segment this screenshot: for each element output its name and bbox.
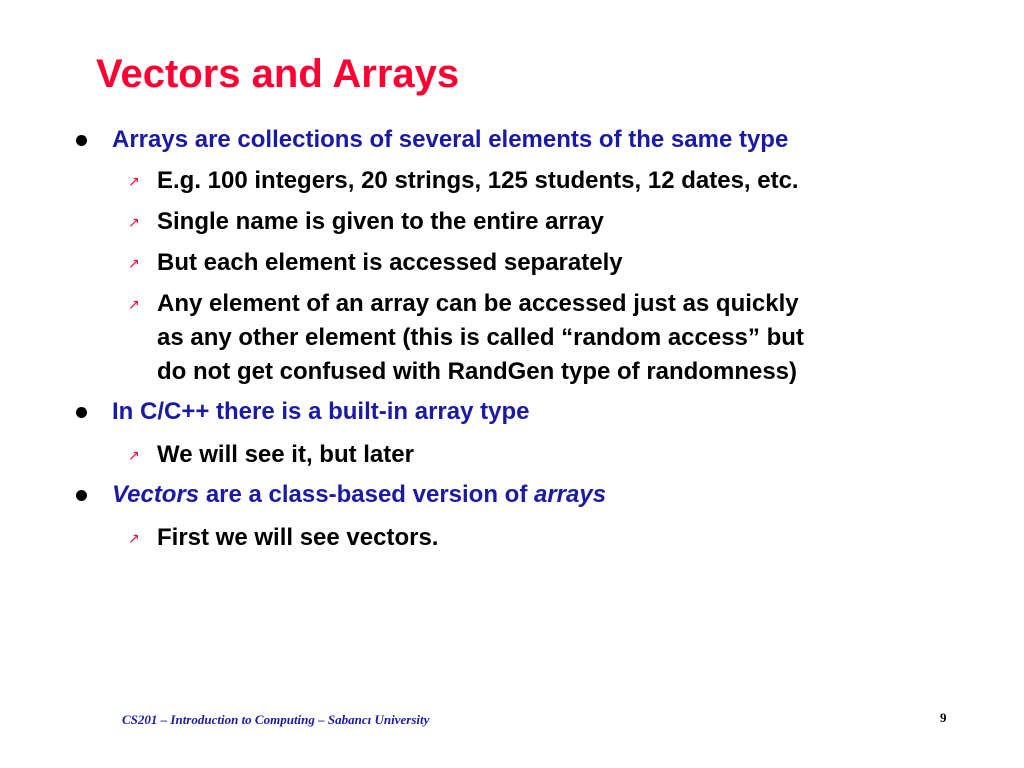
sub-bullet-item: E.g. 100 integers, 20 strings, 125 students, 12 dates, etc. <box>157 167 799 194</box>
sub-bullet-arrow-icon: ↗ <box>128 531 140 547</box>
sub-bullet-arrow-icon: ↗ <box>128 215 140 231</box>
sub-bullet-item: First we will see vectors. <box>157 524 439 551</box>
bullet-italic-term: arrays <box>533 481 607 508</box>
sub-bullet-arrow-icon: ↗ <box>128 174 140 190</box>
sub-bullet-item-line: Any element of an array can be accessed just as quickly <box>157 290 799 317</box>
bullet-italic-term: Vectors <box>112 481 200 508</box>
sub-bullet-item: We will see it, but later <box>157 441 414 468</box>
bullet-item: In C/C++ there is a built-in array type <box>112 398 530 425</box>
bullet-dot-icon <box>76 490 87 501</box>
sub-bullet-item: Single name is given to the entire array <box>157 208 604 235</box>
sub-bullet-item-line: do not get confused with RandGen type of randomness) <box>157 358 798 385</box>
bullet-item: Arrays are collections of several elements of the same type <box>112 126 789 153</box>
sub-bullet-arrow-icon: ↗ <box>128 256 140 272</box>
slide-title: Vectors and Arrays <box>96 52 460 96</box>
page-number: 9 <box>940 710 947 725</box>
sub-bullet-arrow-icon: ↗ <box>128 448 140 464</box>
bullet-item <box>112 479 606 511</box>
sub-bullet-item: But each element is accessed separately <box>157 249 623 276</box>
sub-bullet-item-line: as any other element (this is called “random access” but <box>157 324 804 351</box>
slide-footer: CS201 – Introduction to Computing – Sabancı University <box>122 712 430 727</box>
sub-bullet-arrow-icon: ↗ <box>128 297 140 313</box>
bullet-text: are a class-based version of <box>199 481 534 508</box>
bullet-dot-icon <box>76 407 87 418</box>
bullet-dot-icon <box>76 135 87 146</box>
